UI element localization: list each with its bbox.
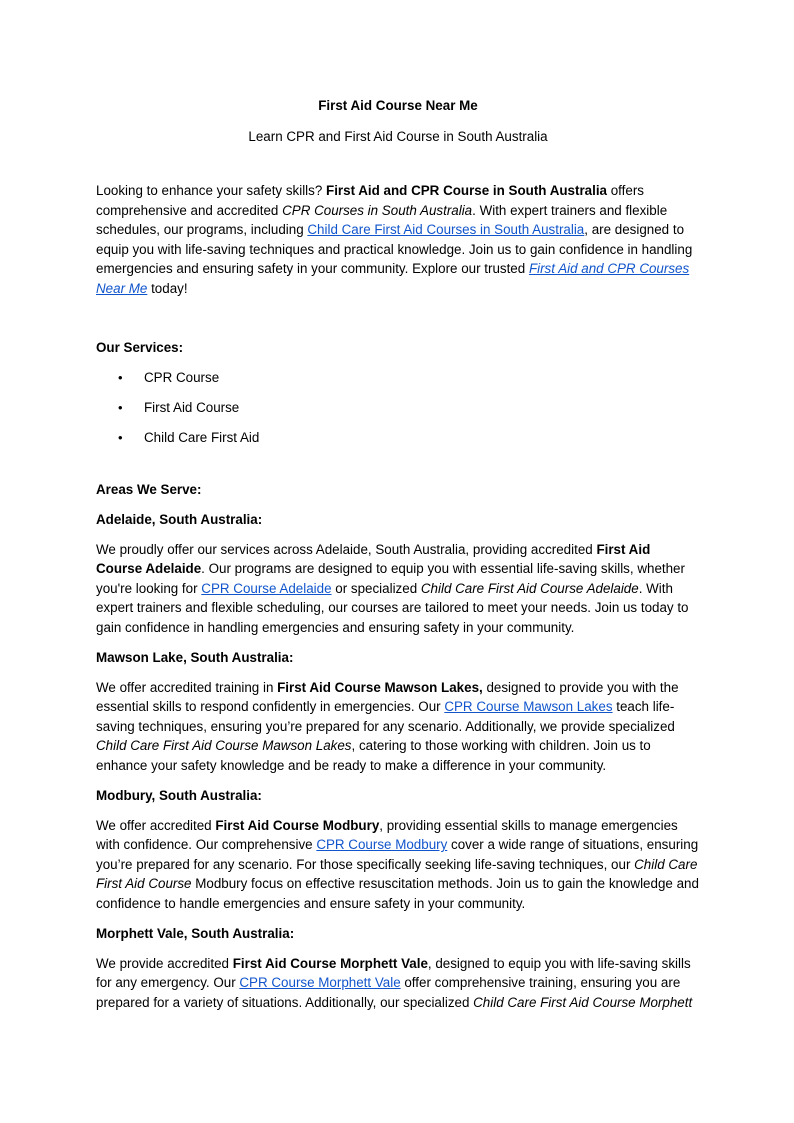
service-label: Child Care First Aid — [144, 429, 260, 445]
morphett-text-1: We provide accredited — [96, 955, 233, 971]
modbury-text-1: We offer accredited — [96, 817, 216, 833]
list-item — [96, 428, 700, 448]
cpr-course-mawson-lakes-link[interactable]: CPR Course Mawson Lakes — [444, 699, 613, 714]
page-title: First Aid Course Near Me — [318, 98, 478, 113]
adelaide-text-4: . With expert trainers and flexible scheduling, our courses are tailored to meet your needs. Join us today to gain confidence in handling emergencies and ensuring safety in your community. — [96, 580, 689, 635]
services-list — [96, 368, 700, 448]
intro-text-3: . With expert trainers and flexible schedules, our programs, including — [96, 202, 668, 237]
spacer — [96, 309, 700, 338]
document-page — [96, 96, 700, 1023]
list-item — [96, 398, 700, 418]
intro-bold-1: First Aid and CPR Course in South Australia — [326, 183, 607, 198]
modbury-text-3: cover a wide range of situations, ensuring you’re prepared for any scenario. For those specifically seeking life-saving techniques, our — [96, 837, 699, 872]
adelaide-paragraph — [96, 540, 700, 638]
service-label: First Aid Course — [144, 399, 240, 415]
bullet-icon: • — [118, 369, 123, 385]
modbury-paragraph — [96, 816, 700, 914]
first-aid-cpr-near-me-link[interactable]: First Aid and CPR Courses Near Me — [96, 261, 690, 296]
mawson-text-4: , catering to those working with children. Join us to enhance your safety knowledge and be ready to make a difference in your community. — [96, 738, 651, 773]
mawson-bold-1: First Aid Course Mawson Lakes, — [277, 679, 483, 695]
cpr-course-adelaide-link[interactable]: CPR Course Adelaide — [201, 580, 332, 596]
adelaide-bold-1: First Aid Course Adelaide — [96, 541, 651, 576]
modbury-text-2: , providing essential skills to manage emergencies with confidence. Our comprehensive — [96, 817, 678, 852]
intro-italic-1: CPR Courses in South Australia — [282, 202, 473, 218]
mawson-heading: Mawson Lake, South Australia: — [96, 649, 294, 665]
mawson-text-3: teach life-saving techniques, ensuring you’re prepared for any scenario. Additionally, we provide specialized — [96, 699, 675, 734]
child-care-courses-link[interactable]: Child Care First Aid Courses in South Australia — [307, 222, 585, 237]
intro-text-2: offers comprehensive and accredited — [96, 183, 644, 218]
morphett-italic-1: Child Care First Aid Course Morphett — [473, 994, 693, 1010]
adelaide-text-3: or specialized — [331, 580, 421, 596]
morphett-heading: Morphett Vale, South Australia: — [96, 925, 295, 941]
areas-heading: Areas We Serve: — [96, 481, 202, 497]
mawson-italic-1: Child Care First Aid Course Mawson Lakes — [96, 738, 352, 753]
morphett-bold-1: First Aid Course Morphett Vale — [232, 955, 428, 971]
page-subtitle: Learn CPR and First Aid Course in South Australia — [248, 128, 548, 144]
modbury-bold-1: First Aid Course Modbury — [215, 817, 380, 833]
modbury-heading: Modbury, South Australia: — [96, 787, 262, 803]
mawson-paragraph — [96, 678, 700, 776]
intro-paragraph — [96, 181, 700, 298]
services-heading: Our Services: — [96, 339, 184, 355]
spacer — [96, 458, 700, 480]
cpr-course-morphett-vale-link[interactable]: CPR Course Morphett Vale — [239, 975, 401, 990]
modbury-text-4: Modbury focus on effective resuscitation methods. Join us to gain the knowledge and confidence to handle emergencies and ensure safety in your community. — [96, 876, 699, 911]
cpr-course-modbury-link[interactable]: CPR Course Modbury — [316, 837, 448, 852]
adelaide-italic-1: Child Care First Aid Course Adelaide — [420, 580, 639, 596]
intro-text-5: today! — [147, 280, 188, 296]
mawson-text-1: We offer accredited training in — [96, 679, 278, 695]
adelaide-heading: Adelaide, South Australia: — [96, 511, 263, 527]
intro-text-1: Looking to enhance your safety skills? — [96, 183, 327, 198]
morphett-text-2: , designed to equip you with life-saving skills for any emergency. Our — [96, 955, 691, 990]
list-item — [96, 368, 700, 388]
mawson-text-2: designed to provide you with the essential skills to respond confidently in emergencies. Our — [96, 679, 679, 714]
adelaide-text-2: . Our programs are designed to equip you with essential life-saving skills, whether you're looking for — [96, 561, 685, 596]
modbury-italic-1: Child Care First Aid Course — [96, 856, 698, 891]
bullet-icon: • — [118, 399, 123, 415]
morphett-paragraph — [96, 954, 700, 1013]
intro-text-4: , are designed to equip you with life-saving techniques and practical knowledge. Join us to gain confidence in handling emergencies and ensuring safety in your community. Explore our trusted — [96, 222, 693, 276]
bullet-icon: • — [118, 429, 123, 445]
morphett-text-3: offer comprehensive training, ensuring you are prepared for a variety of situations. Additionally, our specialized — [96, 975, 681, 1010]
adelaide-text-1: We proudly offer our services across Adelaide, South Australia, providing accredited — [96, 541, 597, 557]
service-label: CPR Course — [144, 369, 220, 385]
